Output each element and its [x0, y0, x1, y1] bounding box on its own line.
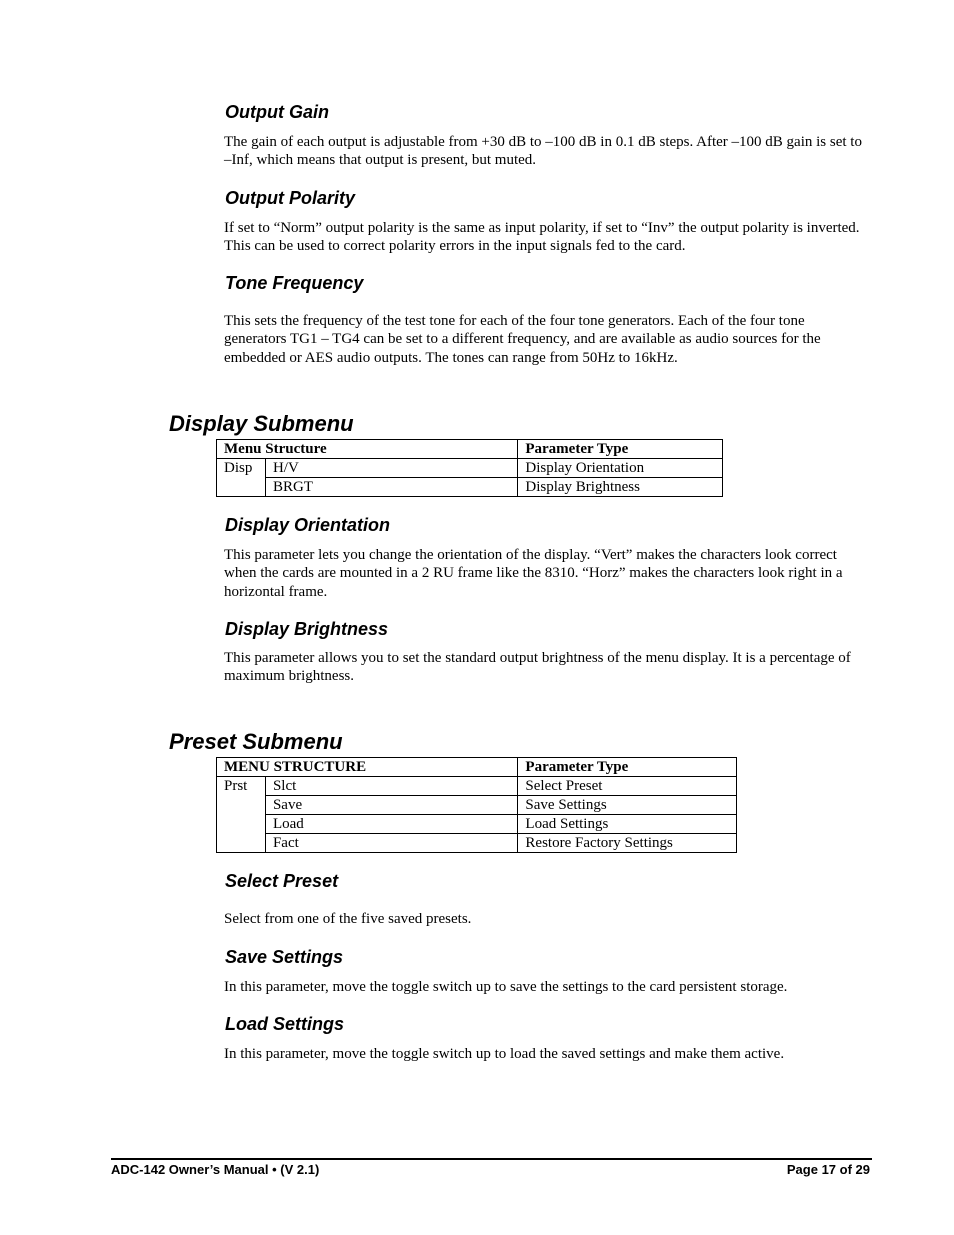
- table-row: [217, 834, 737, 853]
- display-brightness-heading: Display Brightness: [225, 619, 389, 639]
- table-cell: Select Preset: [518, 777, 737, 796]
- display-submenu-heading: Display Submenu: [169, 411, 354, 436]
- table-header-row: [217, 440, 723, 459]
- display-orientation-text: This parameter lets you change the orientation of the display. “Vert” makes the characters look correct when the cards are mounted in a 2 RU frame like the 8310. “Horz” makes the characters look right in a horizontal frame.: [224, 547, 843, 600]
- table-header-cell: MENU STRUCTURE: [217, 758, 518, 777]
- preset-submenu-table: [216, 757, 737, 853]
- footer-divider: [111, 1158, 872, 1160]
- table-cell: Save Settings: [518, 796, 737, 815]
- table-cell: BRGT: [265, 478, 517, 497]
- table-row: [217, 815, 737, 834]
- save-settings-heading: Save Settings: [225, 947, 344, 967]
- output-gain-heading: Output Gain: [225, 102, 329, 122]
- table-cell: Load: [265, 815, 517, 834]
- table-cell: Slct: [265, 777, 517, 796]
- select-preset-text: Select from one of the five saved presets.: [224, 911, 472, 927]
- display-orientation-heading: Display Orientation: [225, 515, 391, 535]
- table-cell: Load Settings: [518, 815, 737, 834]
- table-cell: Display Brightness: [518, 478, 723, 497]
- table-cell: Fact: [265, 834, 517, 853]
- tone-frequency-heading: Tone Frequency: [225, 273, 364, 293]
- table-row: [217, 478, 723, 497]
- table-row: [217, 796, 737, 815]
- table-cell: Disp: [217, 459, 266, 478]
- table-header-cell: Menu Structure: [217, 440, 518, 459]
- select-preset-heading: Select Preset: [225, 871, 339, 891]
- tone-frequency-text: This sets the frequency of the test tone for each of the four tone generators. Each of the four tone generators TG1 – TG4 can be set to a different frequency, and are available as audio sources for the embedded or AES audio outputs. The tones can range from 50Hz to 16kHz.: [224, 313, 821, 366]
- footer-manual-title: ADC-142 Owner’s Manual • (V 2.1): [111, 1162, 320, 1177]
- output-polarity-text: If set to “Norm” output polarity is the same as input polarity, if set to “Inv” the output polarity is inverted. This can be used to correct polarity errors in the input signals fed to the card.: [224, 220, 860, 255]
- save-settings-text: In this parameter, move the toggle switch up to save the settings to the card persistent storage.: [224, 979, 788, 995]
- table-header-cell: Parameter Type: [518, 440, 723, 459]
- table-cell: [217, 796, 266, 815]
- display-brightness-text: This parameter allows you to set the standard output brightness of the menu display. It is a percentage of maximum brightness.: [224, 650, 851, 685]
- output-polarity-heading: Output Polarity: [225, 188, 355, 208]
- table-cell: [217, 834, 266, 853]
- table-row: [217, 459, 723, 478]
- load-settings-heading: Load Settings: [225, 1014, 345, 1034]
- table-cell: [217, 478, 266, 497]
- table-cell: Save: [265, 796, 517, 815]
- table-header-row: [217, 758, 737, 777]
- load-settings-text: In this parameter, move the toggle switch up to load the saved settings and make them active.: [224, 1046, 785, 1062]
- table-row: [217, 777, 737, 796]
- output-gain-text: The gain of each output is adjustable from +30 dB to –100 dB in 0.1 dB steps. After –100 dB gain is set to –Inf, which means that output is present, but muted.: [224, 134, 862, 169]
- table-cell: H/V: [265, 459, 517, 478]
- table-header-cell: Parameter Type: [518, 758, 737, 777]
- footer-page-number: Page 17 of 29: [786, 1162, 870, 1177]
- table-cell: [217, 815, 266, 834]
- table-cell: Display Orientation: [518, 459, 723, 478]
- preset-submenu-heading: Preset Submenu: [169, 729, 343, 754]
- table-cell: Prst: [217, 777, 266, 796]
- display-submenu-table: [216, 439, 723, 497]
- table-cell: Restore Factory Settings: [518, 834, 737, 853]
